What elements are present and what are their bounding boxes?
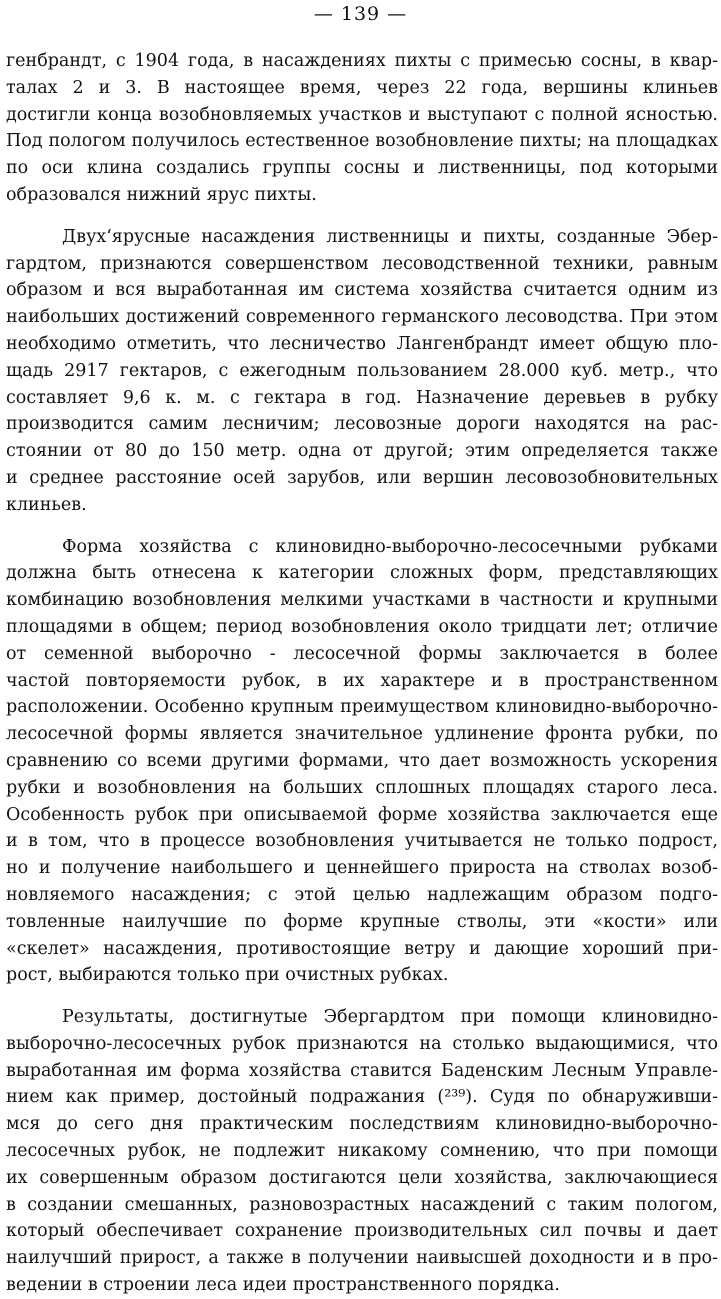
text-line: который обеспечивает сохранение производительных сил почвы и дает	[6, 1221, 718, 1242]
page-number: — 139 —	[313, 3, 408, 25]
text-line: и в том, что в процессе возобновления учитывается не только подрост,	[6, 831, 718, 852]
text-line: комбинацию возобновления мелкими участками в частности и крупными	[6, 590, 718, 611]
text-line: от семенной выборочно - лесосечной формы заключается в более	[6, 643, 718, 664]
text-line: лесосечных рубок, не подлежит никакому сомнению, что при помощи	[6, 1141, 718, 1162]
text-line: гардтом, признаются совершенством лесоводственной техники, равным	[6, 253, 718, 274]
text-line: выработанная им форма хозяйства ставится Баденским Лесным Управле-	[6, 1060, 718, 1081]
text-line: рубки и возобновления на больших сплошных площадях старого леса.	[6, 777, 718, 798]
paragraph-gap	[6, 209, 718, 224]
text-line: образом и вся выработанная им система хозяйства считается одним из	[6, 280, 718, 301]
text-line: сравнению со всеми другими формами, что дает возможность ускорения	[6, 750, 718, 771]
text-line: частой повторяемости рубок, в их характере и в пространственном	[6, 670, 718, 691]
paragraph-2	[6, 224, 718, 519]
text-line: образовался нижний ярус пихты.	[6, 184, 317, 205]
text-line: Форма хозяйства с клиновидно-выборочно-лесосечными рубками	[62, 536, 718, 557]
text-line: по оси клина создались группы сосны и лиственницы, под которыми	[6, 158, 718, 179]
text-line: их совершенным образом достигаются цели хозяйства, заключающиеся	[6, 1167, 718, 1188]
text-line: новляемого насаждения; с этой целью надлежащим образом подго-	[6, 884, 718, 905]
text-line: рост, выбираются только при очистных рубках.	[6, 965, 449, 986]
paragraph-4	[6, 1004, 718, 1299]
text-line: генбрандт, с 1904 года, в насаждениях пихты с примесью сосны, в квар-	[6, 51, 718, 71]
paragraph-gap	[6, 989, 718, 1004]
text-line: необходимо отметить, что лесничество Лангенбрандт имеет общую пло-	[6, 333, 718, 354]
text-line: талах 2 и 3. В настоящее время, через 22 года, вершины клиньев	[6, 77, 718, 98]
text-line: наилучший прирост, а также в получении наивысшей доходности и в про-	[6, 1248, 718, 1269]
text-line: наибольших достижений современного германского лесоводства. При этом	[6, 307, 718, 328]
text-line: Двух‘ярусные насаждения лиственницы и пихты, созданные Эбер-	[62, 226, 718, 247]
text-line: Под пологом получилось естественное возобновление пихты; на площадках	[6, 131, 718, 152]
paragraph-gap	[6, 519, 718, 534]
paragraph-1	[6, 48, 718, 209]
text-line: мся до сего дня практическим последствиям клиновидно-выборочно-	[6, 1114, 718, 1135]
text-line: товленные наилучшие по форме крупные стволы, эти «кости» или	[6, 911, 718, 932]
text-line: должна быть отнесена к категории сложных форм, представляющих	[6, 563, 718, 584]
text-line: стоянии от 80 до 150 метр. одна от другой; этим определяется также	[6, 441, 718, 462]
text-line: производится самим лесничим; лесовозные дороги находятся на рас-	[6, 414, 718, 435]
text-line: расположении. Особенно крупным преимуществом клиновидно-выборочно-	[6, 697, 718, 718]
paragraph-3	[6, 534, 718, 990]
text-line: достигли конца возобновляемых участков и выступают с полной ясностью.	[6, 104, 718, 125]
text-line: нием как пример, достойный подражания (²³⁹). Судя по обнаруживши-	[6, 1087, 718, 1108]
text-line: клиньев.	[6, 494, 87, 515]
text-line: площадями в общем; период возобновления около тридцати лет; отличие	[6, 616, 718, 637]
text-line: ведении в строении леса идеи пространственного порядка.	[6, 1275, 560, 1296]
text-line: Особенность рубок при описываемой форме хозяйства заключается еще	[6, 804, 718, 825]
text-line: и среднее расстояние осей зарубов, или вершин лесовозобновительных	[6, 467, 718, 488]
text-line: Результаты, достигнутые Эбергардтом при помощи клиновидно-	[62, 1007, 718, 1028]
text-line: в создании смешанных, разновозрастных насаждений с таким пологом,	[6, 1194, 718, 1215]
text-line: но и получение наибольшего и ценнейшего прироста на стволах возоб-	[6, 858, 718, 879]
text-line: выборочно-лесосечных рубок признаются на столько выдающимися, что	[6, 1033, 718, 1054]
text-line: лесосечной формы является значительное удлинение фронта рубки, по	[6, 724, 718, 745]
text-line: щадь 2917 гектаров, с ежегодным пользованием 28.000 куб. метр., что	[6, 360, 718, 381]
body-text	[6, 48, 718, 1299]
text-line: составляет 9,6 к. м. с гектара в год. Назначение деревьев в рубку	[6, 387, 718, 408]
text-line: «скелет» насаждения, противостоящие ветру и дающие хороший при-	[6, 938, 718, 959]
